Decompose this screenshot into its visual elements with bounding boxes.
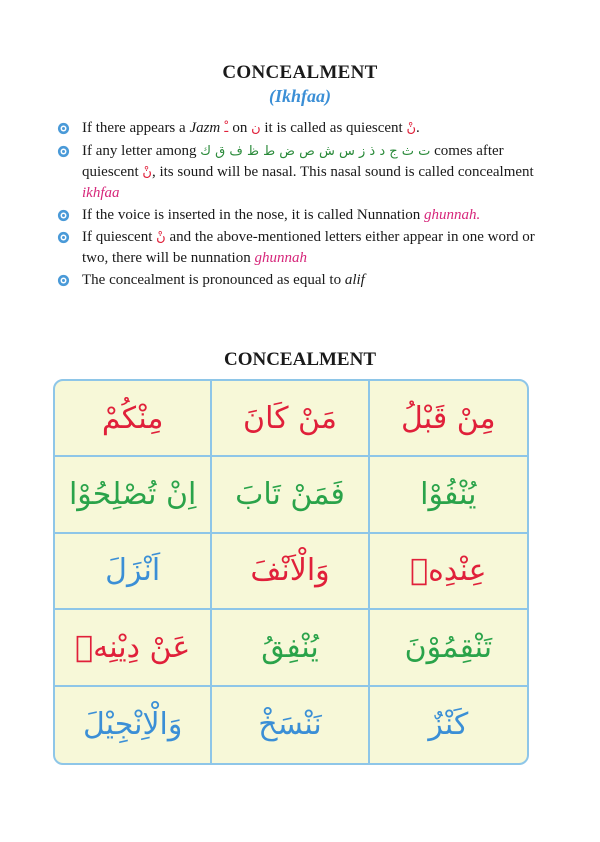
rule-text: Jazm (189, 120, 221, 136)
grid-cell (55, 534, 212, 610)
flower-bullet-icon (57, 273, 70, 286)
rule-text: alif (344, 272, 365, 288)
arabic-word: تَنْقِمُوْنَ (404, 629, 493, 665)
rule-text: If quiescent (82, 229, 157, 245)
flower-bullet-icon (57, 230, 70, 243)
examples-grid (53, 379, 529, 765)
rule-text: If there appears a (82, 120, 190, 136)
page-title: CONCEALMENT (222, 62, 378, 83)
arabic-word: مَنْ كَانَ (243, 400, 337, 436)
rule-text: ت ث ج د ذ ز س ش ص ض ط ظ ف ق ك (200, 144, 431, 159)
rule-text: comes after quiescent (82, 143, 504, 180)
arabic-word: اِنْ تُصْلِحُوْا (68, 477, 197, 513)
arabic-word: عَنْ دِيْنِهٖ (75, 629, 191, 665)
grid-cell (55, 610, 212, 686)
rule-text: it is called as quiescent (260, 120, 407, 136)
arabic-word: كَنْزٌ (428, 707, 469, 743)
arabic-word: عِنْدِهٖ (410, 553, 487, 589)
rule-text: and the above-mentioned letters either appear in one word or two, there will be nunnation (82, 229, 535, 266)
arabic-word: نَنْسَخْ (258, 707, 322, 743)
grid-cell (212, 610, 369, 686)
rule-text: نْ (406, 121, 416, 136)
rule-item (55, 205, 540, 225)
rule-item (55, 227, 540, 268)
arabic-word: فَمَنْ تَابَ (235, 477, 345, 513)
rule-text: ikhfaa (82, 185, 120, 201)
grid-cell (370, 457, 527, 533)
grid-cell (55, 381, 212, 457)
rules-list (55, 118, 540, 292)
rule-text: on (232, 120, 252, 136)
grid-cell (212, 381, 369, 457)
arabic-word: مِنْكُمْ (101, 400, 164, 436)
rule-text: , its sound will be nasal. This nasal sound is called concealment (151, 164, 534, 180)
section-title: CONCEALMENT (223, 349, 376, 370)
rule-text: نْ (142, 165, 152, 180)
rule-text: ـْ (220, 121, 233, 136)
rule-item (55, 118, 540, 139)
rule-text: The concealment is pronounced as equal to (82, 272, 345, 288)
rule-item (55, 141, 540, 203)
grid-cell (55, 687, 212, 763)
arabic-word: يُنْفِقُ (261, 629, 319, 665)
rule-item (55, 270, 540, 290)
arabic-word: يُنْفُوْا (420, 477, 477, 513)
rule-text: . (415, 120, 420, 136)
grid-cell (370, 610, 527, 686)
grid-cell (55, 457, 212, 533)
grid-cell (370, 381, 527, 457)
grid-cell (370, 687, 527, 763)
rule-text: ghunnah (254, 250, 307, 266)
rule-text: If any letter among (82, 143, 201, 159)
flower-bullet-icon (57, 121, 70, 134)
grid-cell (212, 457, 369, 533)
rule-text: ن (251, 121, 261, 136)
arabic-word: مِنْ قَبْلُ (401, 400, 496, 436)
arabic-word: وَالْاِنْجِيْلَ (82, 707, 183, 743)
arabic-word: وَالْاَنْفَ (250, 553, 330, 589)
arabic-word: اَنْزَلَ (105, 553, 161, 589)
grid-cell (370, 534, 527, 610)
rule-text: If the voice is inserted in the nose, it is called Nunnation (82, 207, 424, 223)
page-subtitle: (Ikhfaa) (269, 86, 331, 106)
flower-bullet-icon (57, 208, 70, 221)
flower-bullet-icon (57, 144, 70, 157)
rule-text: نْ (156, 230, 166, 245)
grid-cell (212, 687, 369, 763)
grid-cell (212, 534, 369, 610)
rule-text: ghunnah. (424, 207, 481, 223)
